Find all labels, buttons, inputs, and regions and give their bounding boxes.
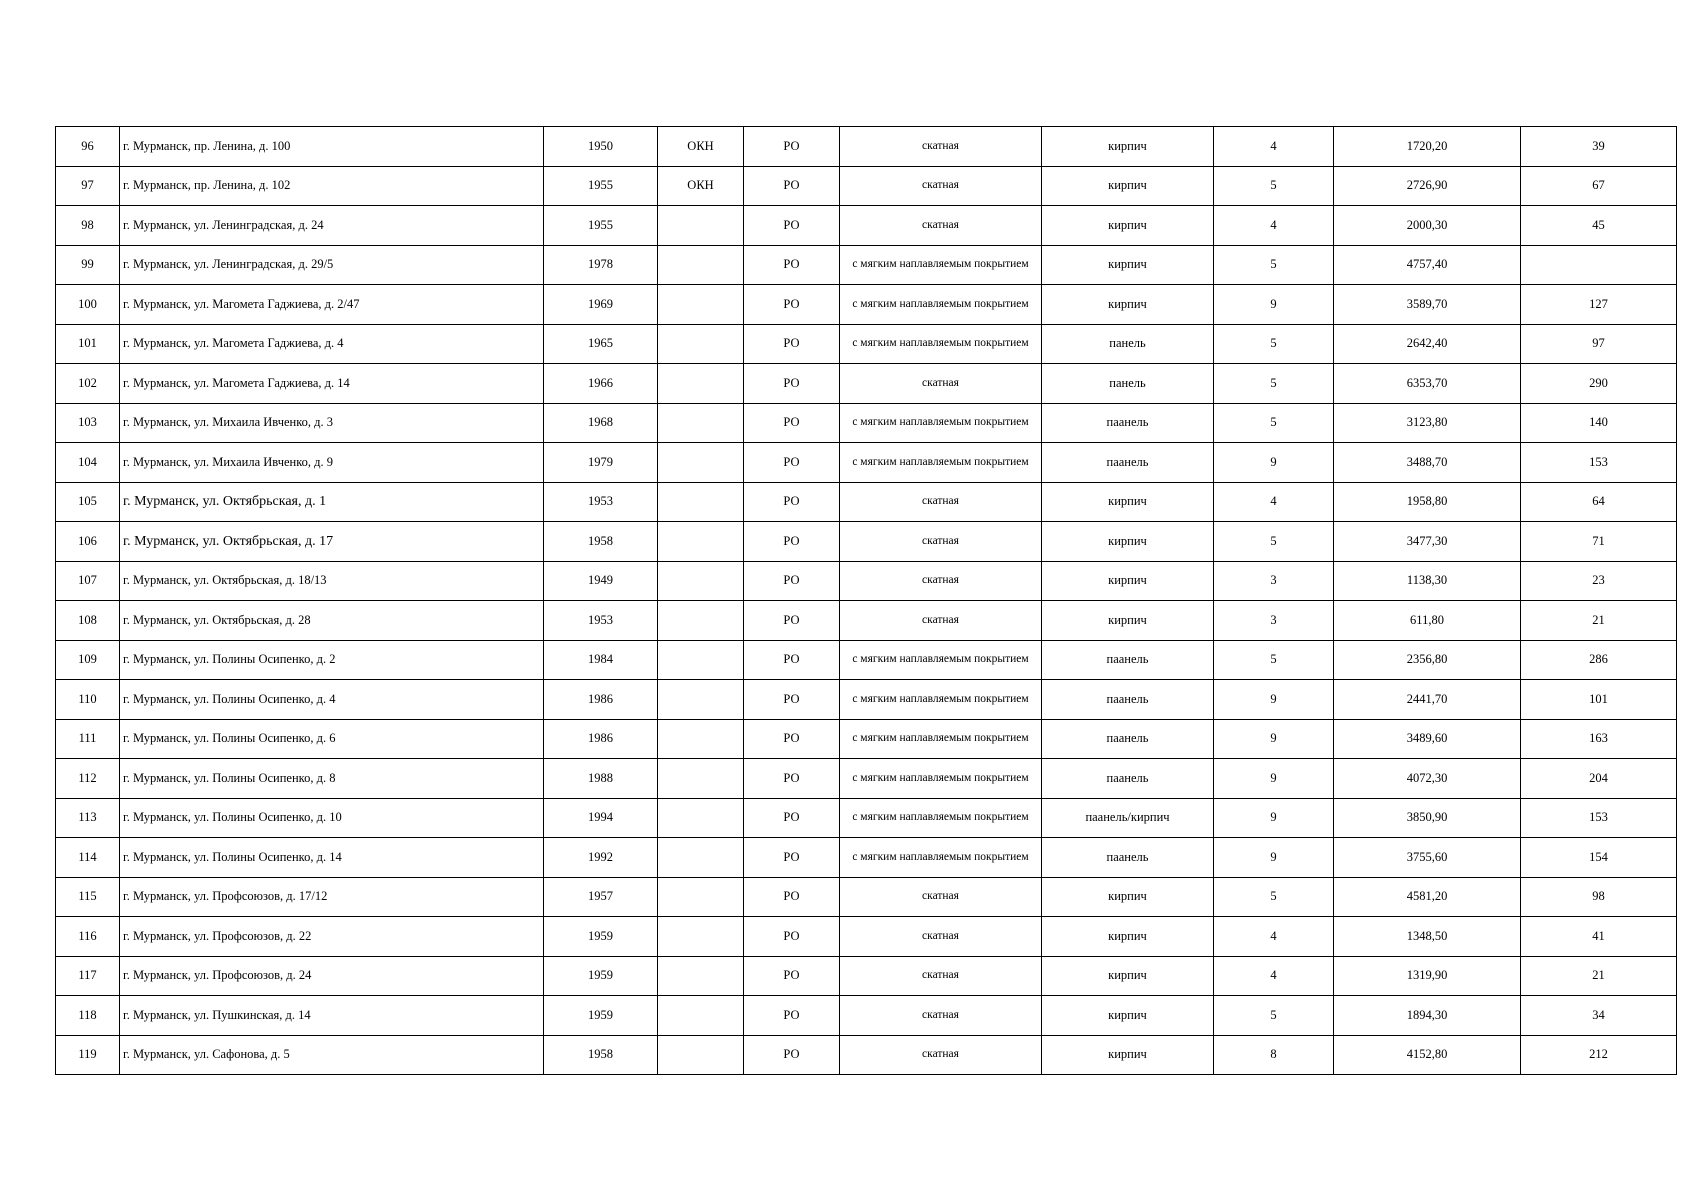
cell-number: 112: [56, 759, 120, 799]
cell-residents: 286: [1521, 640, 1677, 680]
cell-roof-type: скатная: [840, 127, 1042, 167]
table-row: [56, 759, 1677, 799]
cell-number: 107: [56, 561, 120, 601]
cell-okn: [658, 956, 744, 996]
cell-address: г. Мурманск, ул. Октябрьская, д. 17: [120, 522, 544, 562]
cell-ro: РО: [744, 956, 840, 996]
cell-address: г. Мурманск, ул. Магомета Гаджиева, д. 4: [120, 324, 544, 364]
cell-roof-type: скатная: [840, 601, 1042, 641]
cell-year: 1979: [544, 443, 658, 483]
cell-area: 4757,40: [1334, 245, 1521, 285]
cell-residents: 212: [1521, 1035, 1677, 1075]
cell-address: г. Мурманск, ул. Октябрьская, д. 28: [120, 601, 544, 641]
cell-number: 102: [56, 364, 120, 404]
cell-ro: РО: [744, 166, 840, 206]
cell-number: 114: [56, 838, 120, 878]
table-row: [56, 956, 1677, 996]
cell-year: 1978: [544, 245, 658, 285]
cell-ro: РО: [744, 640, 840, 680]
cell-ro: РО: [744, 877, 840, 917]
cell-wall-material: паанель: [1042, 838, 1214, 878]
cell-address: г. Мурманск, ул. Полины Осипенко, д. 6: [120, 719, 544, 759]
cell-roof-type: с мягким наплавляемым покрытием: [840, 838, 1042, 878]
cell-wall-material: кирпич: [1042, 245, 1214, 285]
cell-address: г. Мурманск, ул. Октябрьская, д. 1: [120, 482, 544, 522]
cell-ro: РО: [744, 917, 840, 957]
cell-roof-type: скатная: [840, 206, 1042, 246]
table-row: [56, 561, 1677, 601]
cell-floors: 5: [1214, 877, 1334, 917]
cell-okn: [658, 798, 744, 838]
cell-ro: РО: [744, 1035, 840, 1075]
cell-year: 1959: [544, 956, 658, 996]
cell-year: 1950: [544, 127, 658, 167]
cell-residents: 23: [1521, 561, 1677, 601]
cell-area: 3477,30: [1334, 522, 1521, 562]
cell-area: 6353,70: [1334, 364, 1521, 404]
cell-wall-material: паанель: [1042, 640, 1214, 680]
cell-floors: 5: [1214, 245, 1334, 285]
cell-floors: 9: [1214, 443, 1334, 483]
table-row: [56, 245, 1677, 285]
cell-year: 1955: [544, 166, 658, 206]
cell-area: 1958,80: [1334, 482, 1521, 522]
cell-year: 1955: [544, 206, 658, 246]
cell-floors: 8: [1214, 1035, 1334, 1075]
cell-ro: РО: [744, 324, 840, 364]
cell-number: 101: [56, 324, 120, 364]
cell-residents: 64: [1521, 482, 1677, 522]
cell-residents: 39: [1521, 127, 1677, 167]
cell-address: г. Мурманск, ул. Михаила Ивченко, д. 9: [120, 443, 544, 483]
cell-number: 100: [56, 285, 120, 325]
cell-area: 4581,20: [1334, 877, 1521, 917]
cell-okn: [658, 443, 744, 483]
cell-wall-material: паанель: [1042, 443, 1214, 483]
cell-wall-material: паанель: [1042, 680, 1214, 720]
cell-okn: [658, 364, 744, 404]
cell-address: г. Мурманск, ул. Ленинградская, д. 24: [120, 206, 544, 246]
table-row: [56, 996, 1677, 1036]
cell-floors: 4: [1214, 956, 1334, 996]
cell-floors: 5: [1214, 403, 1334, 443]
cell-residents: 153: [1521, 443, 1677, 483]
cell-roof-type: с мягким наплавляемым покрытием: [840, 719, 1042, 759]
cell-year: 1958: [544, 522, 658, 562]
cell-number: 113: [56, 798, 120, 838]
cell-okn: [658, 561, 744, 601]
cell-wall-material: кирпич: [1042, 127, 1214, 167]
cell-okn: [658, 403, 744, 443]
cell-year: 1992: [544, 838, 658, 878]
cell-address: г. Мурманск, ул. Михаила Ивченко, д. 3: [120, 403, 544, 443]
cell-year: 1994: [544, 798, 658, 838]
cell-ro: РО: [744, 285, 840, 325]
cell-number: 105: [56, 482, 120, 522]
cell-area: 1894,30: [1334, 996, 1521, 1036]
cell-year: 1969: [544, 285, 658, 325]
cell-ro: РО: [744, 719, 840, 759]
cell-okn: [658, 640, 744, 680]
housing-table: [55, 126, 1677, 1075]
cell-okn: [658, 680, 744, 720]
cell-year: 1986: [544, 680, 658, 720]
cell-ro: РО: [744, 996, 840, 1036]
cell-okn: [658, 996, 744, 1036]
cell-residents: 98: [1521, 877, 1677, 917]
cell-ro: РО: [744, 798, 840, 838]
table-row: [56, 798, 1677, 838]
cell-number: 118: [56, 996, 120, 1036]
cell-ro: РО: [744, 561, 840, 601]
cell-ro: РО: [744, 127, 840, 167]
cell-number: 111: [56, 719, 120, 759]
cell-wall-material: кирпич: [1042, 561, 1214, 601]
cell-number: 99: [56, 245, 120, 285]
table-row: [56, 166, 1677, 206]
cell-residents: 21: [1521, 601, 1677, 641]
table-row: [56, 443, 1677, 483]
cell-roof-type: с мягким наплавляемым покрытием: [840, 403, 1042, 443]
cell-floors: 3: [1214, 601, 1334, 641]
cell-area: 3489,60: [1334, 719, 1521, 759]
cell-roof-type: скатная: [840, 561, 1042, 601]
cell-roof-type: с мягким наплавляемым покрытием: [840, 443, 1042, 483]
cell-floors: 9: [1214, 285, 1334, 325]
table-row: [56, 680, 1677, 720]
cell-area: 2441,70: [1334, 680, 1521, 720]
cell-area: 3123,80: [1334, 403, 1521, 443]
cell-wall-material: панель: [1042, 364, 1214, 404]
cell-year: 1959: [544, 917, 658, 957]
cell-year: 1959: [544, 996, 658, 1036]
cell-floors: 5: [1214, 324, 1334, 364]
cell-address: г. Мурманск, ул. Ленинградская, д. 29/5: [120, 245, 544, 285]
cell-ro: РО: [744, 522, 840, 562]
cell-area: 3850,90: [1334, 798, 1521, 838]
cell-roof-type: скатная: [840, 522, 1042, 562]
table-row: [56, 640, 1677, 680]
cell-roof-type: скатная: [840, 956, 1042, 996]
cell-year: 1957: [544, 877, 658, 917]
cell-floors: 4: [1214, 917, 1334, 957]
cell-okn: [658, 482, 744, 522]
cell-roof-type: с мягким наплавляемым покрытием: [840, 285, 1042, 325]
cell-address: г. Мурманск, ул. Полины Осипенко, д. 4: [120, 680, 544, 720]
cell-area: 611,80: [1334, 601, 1521, 641]
table-row: [56, 917, 1677, 957]
cell-residents: 41: [1521, 917, 1677, 957]
cell-roof-type: с мягким наплавляемым покрытием: [840, 640, 1042, 680]
cell-floors: 9: [1214, 759, 1334, 799]
cell-address: г. Мурманск, ул. Сафонова, д. 5: [120, 1035, 544, 1075]
cell-residents: 140: [1521, 403, 1677, 443]
cell-floors: 5: [1214, 640, 1334, 680]
cell-okn: [658, 245, 744, 285]
cell-area: 3488,70: [1334, 443, 1521, 483]
cell-area: 1348,50: [1334, 917, 1521, 957]
cell-wall-material: кирпич: [1042, 956, 1214, 996]
cell-floors: 9: [1214, 680, 1334, 720]
cell-ro: РО: [744, 364, 840, 404]
cell-address: г. Мурманск, пр. Ленина, д. 102: [120, 166, 544, 206]
cell-area: 1720,20: [1334, 127, 1521, 167]
cell-floors: 5: [1214, 522, 1334, 562]
cell-floors: 5: [1214, 364, 1334, 404]
cell-roof-type: скатная: [840, 482, 1042, 522]
cell-address: г. Мурманск, ул. Полины Осипенко, д. 8: [120, 759, 544, 799]
cell-ro: РО: [744, 838, 840, 878]
table-row: [56, 127, 1677, 167]
cell-wall-material: кирпич: [1042, 996, 1214, 1036]
cell-okn: ОКН: [658, 166, 744, 206]
cell-residents: 34: [1521, 996, 1677, 1036]
cell-area: 3755,60: [1334, 838, 1521, 878]
cell-roof-type: с мягким наплавляемым покрытием: [840, 798, 1042, 838]
cell-okn: [658, 719, 744, 759]
cell-address: г. Мурманск, ул. Полины Осипенко, д. 14: [120, 838, 544, 878]
cell-wall-material: кирпич: [1042, 285, 1214, 325]
cell-ro: РО: [744, 482, 840, 522]
cell-residents: 290: [1521, 364, 1677, 404]
cell-number: 103: [56, 403, 120, 443]
cell-okn: [658, 285, 744, 325]
table-row: [56, 285, 1677, 325]
cell-ro: РО: [744, 403, 840, 443]
cell-roof-type: скатная: [840, 166, 1042, 206]
cell-residents: 153: [1521, 798, 1677, 838]
cell-roof-type: скатная: [840, 364, 1042, 404]
cell-year: 1953: [544, 482, 658, 522]
cell-address: г. Мурманск, ул. Профсоюзов, д. 24: [120, 956, 544, 996]
cell-floors: 9: [1214, 798, 1334, 838]
cell-address: г. Мурманск, ул. Профсоюзов, д. 22: [120, 917, 544, 957]
table-row: [56, 324, 1677, 364]
cell-roof-type: с мягким наплавляемым покрытием: [840, 759, 1042, 799]
cell-area: 4072,30: [1334, 759, 1521, 799]
cell-area: 1138,30: [1334, 561, 1521, 601]
cell-roof-type: скатная: [840, 996, 1042, 1036]
cell-roof-type: с мягким наплавляемым покрытием: [840, 680, 1042, 720]
cell-roof-type: с мягким наплавляемым покрытием: [840, 245, 1042, 285]
cell-residents: 21: [1521, 956, 1677, 996]
cell-okn: [658, 206, 744, 246]
cell-roof-type: с мягким наплавляемым покрытием: [840, 324, 1042, 364]
table-row: [56, 601, 1677, 641]
cell-residents: 204: [1521, 759, 1677, 799]
cell-number: 115: [56, 877, 120, 917]
cell-address: г. Мурманск, ул. Полины Осипенко, д. 10: [120, 798, 544, 838]
table-body: [56, 127, 1677, 1075]
cell-area: 2000,30: [1334, 206, 1521, 246]
cell-address: г. Мурманск, ул. Магомета Гаджиева, д. 14: [120, 364, 544, 404]
cell-residents: 163: [1521, 719, 1677, 759]
cell-wall-material: паанель: [1042, 403, 1214, 443]
cell-wall-material: паанель/кирпич: [1042, 798, 1214, 838]
cell-floors: 3: [1214, 561, 1334, 601]
cell-wall-material: кирпич: [1042, 522, 1214, 562]
cell-year: 1958: [544, 1035, 658, 1075]
cell-area: 2726,90: [1334, 166, 1521, 206]
cell-ro: РО: [744, 759, 840, 799]
table-row: [56, 522, 1677, 562]
table-row: [56, 877, 1677, 917]
cell-wall-material: паанель: [1042, 719, 1214, 759]
cell-area: 2356,80: [1334, 640, 1521, 680]
cell-roof-type: скатная: [840, 1035, 1042, 1075]
cell-residents: [1521, 245, 1677, 285]
cell-floors: 4: [1214, 206, 1334, 246]
cell-number: 96: [56, 127, 120, 167]
cell-floors: 5: [1214, 166, 1334, 206]
cell-wall-material: кирпич: [1042, 166, 1214, 206]
cell-wall-material: паанель: [1042, 759, 1214, 799]
table-row: [56, 719, 1677, 759]
cell-residents: 154: [1521, 838, 1677, 878]
cell-number: 116: [56, 917, 120, 957]
cell-address: г. Мурманск, ул. Магомета Гаджиева, д. 2/47: [120, 285, 544, 325]
cell-area: 4152,80: [1334, 1035, 1521, 1075]
cell-residents: 71: [1521, 522, 1677, 562]
cell-wall-material: кирпич: [1042, 917, 1214, 957]
cell-address: г. Мурманск, пр. Ленина, д. 100: [120, 127, 544, 167]
cell-okn: [658, 917, 744, 957]
cell-address: г. Мурманск, ул. Полины Осипенко, д. 2: [120, 640, 544, 680]
cell-area: 1319,90: [1334, 956, 1521, 996]
cell-residents: 101: [1521, 680, 1677, 720]
cell-floors: 5: [1214, 996, 1334, 1036]
cell-number: 97: [56, 166, 120, 206]
cell-year: 1988: [544, 759, 658, 799]
cell-number: 109: [56, 640, 120, 680]
cell-roof-type: скатная: [840, 877, 1042, 917]
cell-floors: 4: [1214, 127, 1334, 167]
cell-floors: 9: [1214, 838, 1334, 878]
cell-year: 1986: [544, 719, 658, 759]
cell-year: 1984: [544, 640, 658, 680]
cell-address: г. Мурманск, ул. Пушкинская, д. 14: [120, 996, 544, 1036]
table-row: [56, 403, 1677, 443]
cell-wall-material: кирпич: [1042, 482, 1214, 522]
table-row: [56, 1035, 1677, 1075]
cell-wall-material: кирпич: [1042, 877, 1214, 917]
table-row: [56, 364, 1677, 404]
cell-ro: РО: [744, 601, 840, 641]
cell-okn: [658, 324, 744, 364]
cell-wall-material: кирпич: [1042, 601, 1214, 641]
cell-okn: ОКН: [658, 127, 744, 167]
cell-okn: [658, 759, 744, 799]
cell-okn: [658, 601, 744, 641]
table-row: [56, 838, 1677, 878]
cell-year: 1968: [544, 403, 658, 443]
cell-residents: 127: [1521, 285, 1677, 325]
cell-ro: РО: [744, 206, 840, 246]
cell-ro: РО: [744, 443, 840, 483]
cell-okn: [658, 1035, 744, 1075]
cell-year: 1949: [544, 561, 658, 601]
cell-number: 108: [56, 601, 120, 641]
cell-residents: 67: [1521, 166, 1677, 206]
cell-residents: 97: [1521, 324, 1677, 364]
cell-number: 110: [56, 680, 120, 720]
cell-okn: [658, 522, 744, 562]
table-row: [56, 482, 1677, 522]
cell-number: 119: [56, 1035, 120, 1075]
cell-area: 2642,40: [1334, 324, 1521, 364]
cell-floors: 4: [1214, 482, 1334, 522]
cell-wall-material: панель: [1042, 324, 1214, 364]
cell-number: 104: [56, 443, 120, 483]
table-row: [56, 206, 1677, 246]
cell-year: 1965: [544, 324, 658, 364]
cell-ro: РО: [744, 245, 840, 285]
cell-roof-type: скатная: [840, 917, 1042, 957]
cell-year: 1966: [544, 364, 658, 404]
cell-wall-material: кирпич: [1042, 206, 1214, 246]
cell-number: 106: [56, 522, 120, 562]
cell-residents: 45: [1521, 206, 1677, 246]
cell-okn: [658, 838, 744, 878]
cell-number: 117: [56, 956, 120, 996]
cell-area: 3589,70: [1334, 285, 1521, 325]
cell-floors: 9: [1214, 719, 1334, 759]
cell-wall-material: кирпич: [1042, 1035, 1214, 1075]
cell-address: г. Мурманск, ул. Октябрьская, д. 18/13: [120, 561, 544, 601]
cell-address: г. Мурманск, ул. Профсоюзов, д. 17/12: [120, 877, 544, 917]
cell-ro: РО: [744, 680, 840, 720]
cell-okn: [658, 877, 744, 917]
cell-number: 98: [56, 206, 120, 246]
cell-year: 1953: [544, 601, 658, 641]
